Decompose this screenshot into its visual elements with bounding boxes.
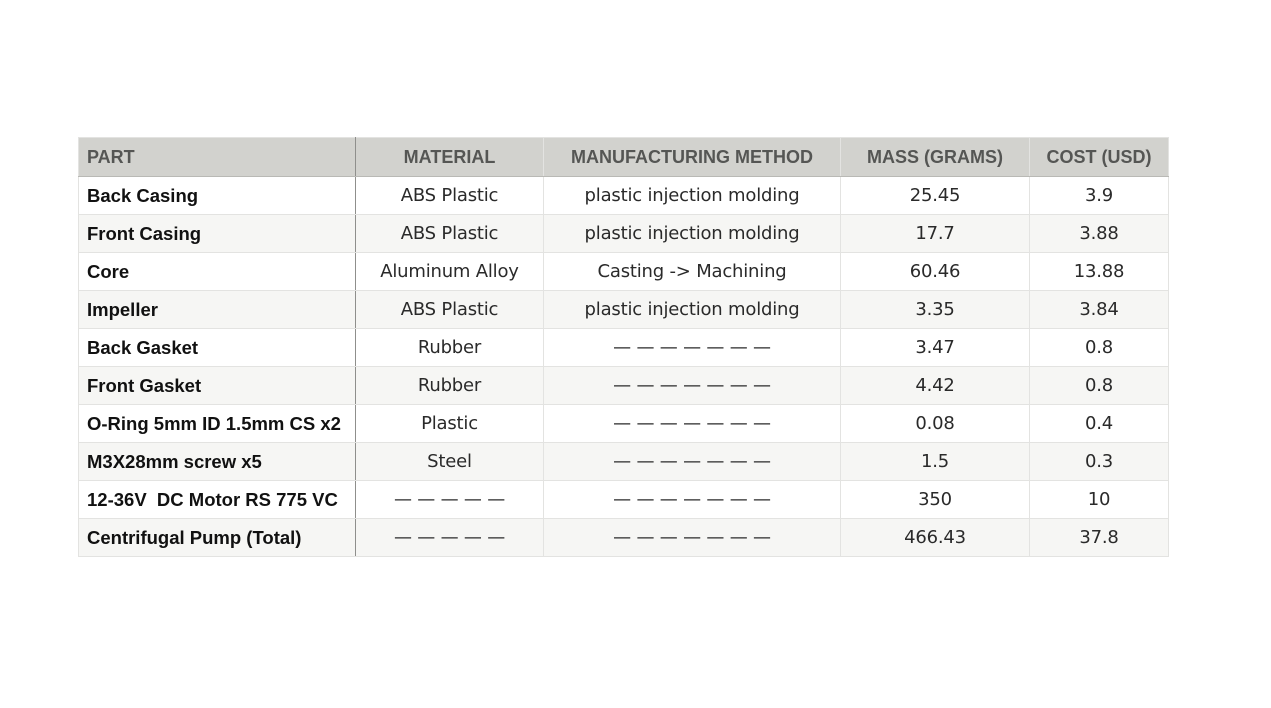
cell-mass: 350 — [841, 481, 1030, 519]
cell-material: Rubber — [356, 367, 544, 405]
table-row — [79, 177, 1169, 215]
cell-mass: 3.47 — [841, 329, 1030, 367]
table-row — [79, 405, 1169, 443]
cell-method: — — — — — — — — [544, 443, 841, 481]
cell-method: — — — — — — — — [544, 481, 841, 519]
cell-material: ABS Plastic — [356, 291, 544, 329]
cell-mass: 17.7 — [841, 215, 1030, 253]
cell-method: plastic injection molding — [544, 291, 841, 329]
cell-mass: 3.35 — [841, 291, 1030, 329]
header-cost: COST (USD) — [1030, 138, 1169, 177]
cell-material: ABS Plastic — [356, 177, 544, 215]
cell-cost: 0.8 — [1030, 329, 1169, 367]
header-part: PART — [79, 138, 356, 177]
cell-cost: 3.9 — [1030, 177, 1169, 215]
cell-part: O-Ring 5mm ID 1.5mm CS x2 — [79, 405, 356, 443]
cell-method: — — — — — — — — [544, 519, 841, 557]
cell-material: — — — — — — [356, 481, 544, 519]
cell-method: — — — — — — — — [544, 405, 841, 443]
cell-cost: 0.8 — [1030, 367, 1169, 405]
cell-cost: 0.4 — [1030, 405, 1169, 443]
cell-mass: 60.46 — [841, 253, 1030, 291]
cell-mass: 1.5 — [841, 443, 1030, 481]
cell-mass: 25.45 — [841, 177, 1030, 215]
table-row — [79, 215, 1169, 253]
table-row — [79, 291, 1169, 329]
cell-material: Aluminum Alloy — [356, 253, 544, 291]
table-header-row — [79, 138, 1169, 177]
cell-material: ABS Plastic — [356, 215, 544, 253]
cell-material: — — — — — — [356, 519, 544, 557]
cell-cost: 13.88 — [1030, 253, 1169, 291]
cell-part: Centrifugal Pump (Total) — [79, 519, 356, 557]
table-row — [79, 253, 1169, 291]
cell-cost: 0.3 — [1030, 443, 1169, 481]
cell-method: Casting -> Machining — [544, 253, 841, 291]
table-row — [79, 519, 1169, 557]
table-row — [79, 367, 1169, 405]
cell-mass: 466.43 — [841, 519, 1030, 557]
header-material: MATERIAL — [356, 138, 544, 177]
cell-cost: 37.8 — [1030, 519, 1169, 557]
cell-material: Plastic — [356, 405, 544, 443]
cell-method: plastic injection molding — [544, 215, 841, 253]
cell-method: — — — — — — — — [544, 367, 841, 405]
cell-mass: 4.42 — [841, 367, 1030, 405]
cell-material: Steel — [356, 443, 544, 481]
cell-cost: 10 — [1030, 481, 1169, 519]
header-mass: MASS (GRAMS) — [841, 138, 1030, 177]
cell-part: Core — [79, 253, 356, 291]
parts-table — [78, 137, 1169, 557]
cell-method: plastic injection molding — [544, 177, 841, 215]
cell-part: Front Casing — [79, 215, 356, 253]
table-row — [79, 443, 1169, 481]
cell-cost: 3.84 — [1030, 291, 1169, 329]
cell-cost: 3.88 — [1030, 215, 1169, 253]
cell-method: — — — — — — — — [544, 329, 841, 367]
cell-material: Rubber — [356, 329, 544, 367]
table-row — [79, 481, 1169, 519]
header-manufacturing-method: MANUFACTURING METHOD — [544, 138, 841, 177]
cell-part: Back Casing — [79, 177, 356, 215]
table-row — [79, 329, 1169, 367]
cell-part: Back Gasket — [79, 329, 356, 367]
cell-mass: 0.08 — [841, 405, 1030, 443]
cell-part: Front Gasket — [79, 367, 356, 405]
cell-part: Impeller — [79, 291, 356, 329]
cell-part: 12-36V DC Motor RS 775 VC — [79, 481, 356, 519]
cell-part: M3X28mm screw x5 — [79, 443, 356, 481]
